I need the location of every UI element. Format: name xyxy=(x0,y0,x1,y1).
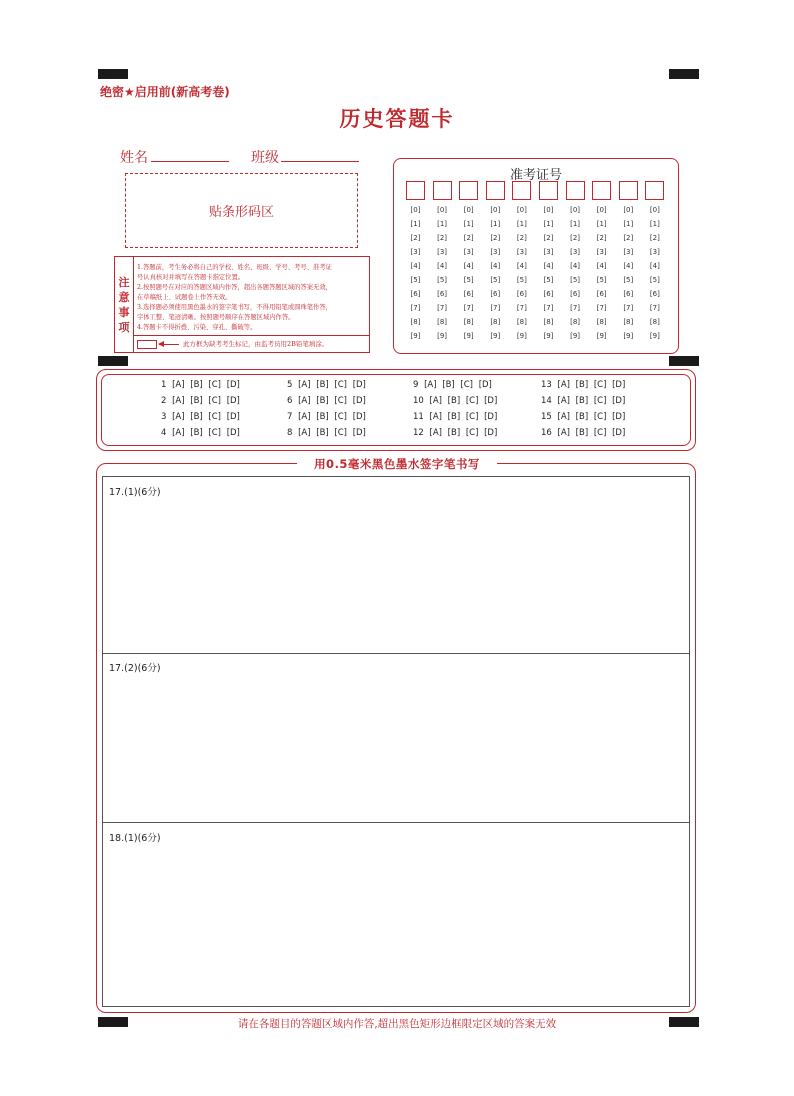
exam-id-title: 准考证号 xyxy=(509,168,562,183)
absent-mark-box[interactable] xyxy=(137,340,157,349)
exam-id-digit-option[interactable]: [3] xyxy=(437,248,448,256)
registration-mark-mid-right xyxy=(669,356,699,366)
choice-question[interactable]: 5 [A] [B] [C] [D] xyxy=(287,380,366,390)
absent-note: 此方框为缺考考生标记，由监考员用2B铅笔填涂。 xyxy=(183,340,329,348)
answer-box-17-1[interactable] xyxy=(102,476,690,654)
exam-id-digit-option[interactable]: [1] xyxy=(516,220,527,228)
choice-question[interactable]: 15 [A] [B] [C] [D] xyxy=(541,412,626,422)
question-label: 18.(1)(6分) xyxy=(109,833,161,844)
exam-id-digit-option[interactable]: [8] xyxy=(463,318,474,326)
exam-id-digit-option[interactable]: [6] xyxy=(490,290,501,298)
choice-question[interactable]: 16 [A] [B] [C] [D] xyxy=(541,428,626,438)
exam-id-digit-option[interactable]: [2] xyxy=(437,234,448,242)
exam-id-digit-option[interactable]: [8] xyxy=(410,318,421,326)
notice-line: 字体工整、笔迹清晰。按照题号顺序在答题区域内作答。 xyxy=(137,314,295,321)
exam-id-digit-box[interactable] xyxy=(433,181,452,200)
exam-id-digit-option[interactable]: [2] xyxy=(570,234,581,242)
name-field[interactable] xyxy=(151,161,229,162)
choice-question[interactable]: 1 [A] [B] [C] [D] xyxy=(161,380,240,390)
exam-id-digit-option[interactable]: [2] xyxy=(649,234,660,242)
exam-id-digit-option[interactable]: [4] xyxy=(490,262,501,270)
choice-question[interactable]: 10 [A] [B] [C] [D] xyxy=(413,396,498,406)
exam-id-digit-option[interactable]: [8] xyxy=(437,318,448,326)
notice-line: 2.按照题号在对应的答题区域内作答，超出各题答题区域的答案无效， xyxy=(137,284,332,291)
exam-id-digit-option[interactable]: [7] xyxy=(543,304,554,312)
choice-question[interactable]: 2 [A] [B] [C] [D] xyxy=(161,396,240,406)
exam-id-digit-option[interactable]: [1] xyxy=(649,220,660,228)
exam-id-digit-option[interactable]: [2] xyxy=(623,234,634,242)
exam-id-digit-option[interactable]: [1] xyxy=(543,220,554,228)
exam-id-digit-option[interactable]: [2] xyxy=(543,234,554,242)
notice-box xyxy=(114,256,370,353)
exam-id-digit-option[interactable]: [6] xyxy=(543,290,554,298)
exam-id-digit-option[interactable]: [5] xyxy=(463,276,474,284)
exam-id-digit-option[interactable]: [6] xyxy=(437,290,448,298)
notice-line: 1.答题前，考生务必将自己的学校、姓名、班级、学号、考号、准考证 xyxy=(137,264,332,271)
exam-id-digit-option[interactable]: [2] xyxy=(410,234,421,242)
name-label: 姓名 xyxy=(120,150,148,166)
exam-id-digit-option[interactable]: [1] xyxy=(623,220,634,228)
choice-question[interactable]: 13 [A] [B] [C] [D] xyxy=(541,380,626,390)
exam-id-digit-option[interactable]: [7] xyxy=(649,304,660,312)
exam-id-digit-option[interactable]: [6] xyxy=(516,290,527,298)
exam-id-digit-option[interactable]: [2] xyxy=(596,234,607,242)
exam-id-digit-option[interactable]: [4] xyxy=(623,262,634,270)
exam-id-digit-option[interactable]: [9] xyxy=(623,332,634,340)
exam-id-digit-option[interactable]: [7] xyxy=(516,304,527,312)
notice-line: 3.选择题必须使用黑色墨水的签字笔书写，不得用铅笔或圆珠笔作答， xyxy=(137,304,332,311)
exam-id-digit-option[interactable]: [6] xyxy=(596,290,607,298)
notice-divider xyxy=(133,335,369,336)
exam-id-digit-option[interactable]: [3] xyxy=(543,248,554,256)
exam-id-digit-option[interactable]: [5] xyxy=(570,276,581,284)
exam-id-digit-box[interactable] xyxy=(645,181,664,200)
exam-id-digit-option[interactable]: [3] xyxy=(570,248,581,256)
exam-id-digit-option[interactable]: [4] xyxy=(516,262,527,270)
exam-id-digit-option[interactable]: [6] xyxy=(649,290,660,298)
exam-id-digit-option[interactable]: [5] xyxy=(410,276,421,284)
exam-id-digit-box[interactable] xyxy=(619,181,638,200)
exam-id-digit-option[interactable]: [6] xyxy=(410,290,421,298)
exam-id-digit-option[interactable]: [0] xyxy=(596,206,607,214)
exam-id-digit-option[interactable]: [0] xyxy=(543,206,554,214)
exam-id-digit-option[interactable]: [5] xyxy=(596,276,607,284)
exam-id-digit-option[interactable]: [8] xyxy=(596,318,607,326)
choice-question[interactable]: 8 [A] [B] [C] [D] xyxy=(287,428,366,438)
exam-id-digit-option[interactable]: [5] xyxy=(649,276,660,284)
writing-section xyxy=(96,457,696,1013)
exam-id-digit-box[interactable] xyxy=(512,181,531,200)
question-label: 17.(1)(6分) xyxy=(109,487,161,498)
question-label: 17.(2)(6分) xyxy=(109,663,161,674)
exam-id-digit-option[interactable]: [3] xyxy=(463,248,474,256)
exam-id-digit-option[interactable]: [8] xyxy=(543,318,554,326)
exam-id-digit-option[interactable]: [1] xyxy=(570,220,581,228)
exam-id-digit-option[interactable]: [0] xyxy=(516,206,527,214)
choice-question[interactable]: 12 [A] [B] [C] [D] xyxy=(413,428,498,438)
registration-mark-mid-left xyxy=(98,356,128,366)
exam-id-digit-box[interactable] xyxy=(539,181,558,200)
exam-id-digit-option[interactable]: [6] xyxy=(570,290,581,298)
answer-box-18-1[interactable] xyxy=(102,822,690,1007)
choice-question[interactable]: 14 [A] [B] [C] [D] xyxy=(541,396,626,406)
exam-id-digit-option[interactable]: [5] xyxy=(437,276,448,284)
class-label: 班级 xyxy=(251,150,279,166)
page-title: 历史答题卡 xyxy=(339,106,455,131)
exam-id-digit-option[interactable]: [4] xyxy=(649,262,660,270)
exam-id-digit-option[interactable]: [0] xyxy=(437,206,448,214)
exam-id-digit-option[interactable]: [0] xyxy=(490,206,501,214)
exam-id-digit-option[interactable]: [9] xyxy=(410,332,421,340)
exam-id-digit-option[interactable]: [1] xyxy=(437,220,448,228)
notice-label-char: 意 xyxy=(118,290,130,304)
exam-id-digit-option[interactable]: [9] xyxy=(463,332,474,340)
notice-text xyxy=(137,263,365,333)
exam-id-digit-option[interactable]: [9] xyxy=(516,332,527,340)
exam-id-digit-box[interactable] xyxy=(406,181,425,200)
choice-question[interactable]: 7 [A] [B] [C] [D] xyxy=(287,412,366,422)
exam-id-digit-option[interactable]: [8] xyxy=(570,318,581,326)
exam-id-digit-box[interactable] xyxy=(459,181,478,200)
exam-id-digit-box[interactable] xyxy=(486,181,505,200)
exam-id-digit-option[interactable]: [4] xyxy=(570,262,581,270)
exam-id-digit-option[interactable]: [5] xyxy=(516,276,527,284)
exam-id-digit-option[interactable]: [8] xyxy=(649,318,660,326)
exam-id-digit-option[interactable]: [8] xyxy=(623,318,634,326)
exam-id-digit-option[interactable]: [4] xyxy=(543,262,554,270)
exam-id-digit-option[interactable]: [2] xyxy=(516,234,527,242)
notice-line: 号认真核对并填写在答题卡指定位置。 xyxy=(137,274,245,281)
class-field[interactable] xyxy=(281,161,359,162)
exam-id-digit-option[interactable]: [6] xyxy=(463,290,474,298)
barcode-area[interactable] xyxy=(125,173,358,248)
exam-id-digit-option[interactable]: [3] xyxy=(410,248,421,256)
exam-id-digit-option[interactable]: [5] xyxy=(623,276,634,284)
choice-question[interactable]: 11 [A] [B] [C] [D] xyxy=(413,412,498,422)
exam-id-digit-option[interactable]: [4] xyxy=(596,262,607,270)
registration-mark-top-right xyxy=(669,69,699,79)
exam-id-digit-option[interactable]: [8] xyxy=(516,318,527,326)
exam-id-digit-option[interactable]: [2] xyxy=(490,234,501,242)
exam-id-digit-option[interactable]: [0] xyxy=(570,206,581,214)
exam-id-digit-option[interactable]: [7] xyxy=(570,304,581,312)
arrow-left-icon xyxy=(159,344,179,345)
exam-id-digit-option[interactable]: [9] xyxy=(543,332,554,340)
exam-id-digit-option[interactable]: [7] xyxy=(490,304,501,312)
exam-id-digit-option[interactable]: [3] xyxy=(623,248,634,256)
exam-id-digit-option[interactable]: [7] xyxy=(596,304,607,312)
exam-id-digit-option[interactable]: [7] xyxy=(463,304,474,312)
exam-id-digit-option[interactable]: [1] xyxy=(490,220,501,228)
exam-id-digit-option[interactable]: [4] xyxy=(463,262,474,270)
exam-id-digit-option[interactable]: [2] xyxy=(463,234,474,242)
exam-id-digit-option[interactable]: [1] xyxy=(463,220,474,228)
choice-question[interactable]: 3 [A] [B] [C] [D] xyxy=(161,412,240,422)
exam-id-digit-option[interactable]: [0] xyxy=(463,206,474,214)
registration-mark-top-left xyxy=(98,69,128,79)
exam-id-panel xyxy=(393,158,679,354)
exam-id-digit-option[interactable]: [3] xyxy=(516,248,527,256)
exam-id-digit-option[interactable]: [0] xyxy=(649,206,660,214)
exam-id-digit-option[interactable]: [7] xyxy=(410,304,421,312)
exam-id-digit-option[interactable]: [0] xyxy=(410,206,421,214)
exam-id-digit-option[interactable]: [1] xyxy=(596,220,607,228)
exam-id-digit-option[interactable]: [7] xyxy=(623,304,634,312)
exam-id-digit-option[interactable]: [9] xyxy=(437,332,448,340)
choice-question[interactable]: 9 [A] [B] [C] [D] xyxy=(413,380,492,390)
exam-id-digit-box[interactable] xyxy=(592,181,611,200)
exam-id-digit-option[interactable]: [3] xyxy=(490,248,501,256)
notice-label-char: 项 xyxy=(118,320,130,334)
answer-box-17-2[interactable] xyxy=(102,653,690,823)
exam-id-digit-option[interactable]: [1] xyxy=(410,220,421,228)
confidential-label: 绝密★启用前(新高考卷) xyxy=(100,85,230,99)
exam-id-digit-option[interactable]: [4] xyxy=(437,262,448,270)
notice-label xyxy=(115,257,134,352)
notice-label-char: 事 xyxy=(118,305,130,319)
exam-id-digit-option[interactable]: [9] xyxy=(490,332,501,340)
exam-id-digit-option[interactable]: [3] xyxy=(596,248,607,256)
choice-question[interactable]: 6 [A] [B] [C] [D] xyxy=(287,396,366,406)
footer-note: 请在各题目的答题区域内作答,超出黑色矩形边框限定区域的答案无效 xyxy=(237,1018,557,1030)
exam-id-digit-option[interactable]: [0] xyxy=(623,206,634,214)
exam-id-digit-option[interactable]: [5] xyxy=(543,276,554,284)
exam-id-digit-option[interactable]: [9] xyxy=(570,332,581,340)
exam-id-digit-option[interactable]: [6] xyxy=(623,290,634,298)
choice-question[interactable]: 4 [A] [B] [C] [D] xyxy=(161,428,240,438)
exam-id-digit-option[interactable]: [5] xyxy=(490,276,501,284)
exam-id-digit-option[interactable]: [7] xyxy=(437,304,448,312)
exam-id-digit-option[interactable]: [3] xyxy=(649,248,660,256)
notice-line: 在草稿纸上、试题卷上作答无效。 xyxy=(137,294,232,301)
choice-section xyxy=(96,369,696,451)
exam-id-digit-box[interactable] xyxy=(566,181,585,200)
exam-id-digit-option[interactable]: [9] xyxy=(649,332,660,340)
barcode-area-label: 贴条形码区 xyxy=(208,205,274,220)
notice-line: 4.答题卡不得折叠、污染、穿孔、撕破等。 xyxy=(137,324,257,331)
exam-id-digit-option[interactable]: [8] xyxy=(490,318,501,326)
exam-id-digit-option[interactable]: [4] xyxy=(410,262,421,270)
notice-label-char: 注 xyxy=(118,275,130,289)
writing-title: 用0.5毫米黑色墨水签字笔书写 xyxy=(297,456,497,472)
exam-id-digit-option[interactable]: [9] xyxy=(596,332,607,340)
